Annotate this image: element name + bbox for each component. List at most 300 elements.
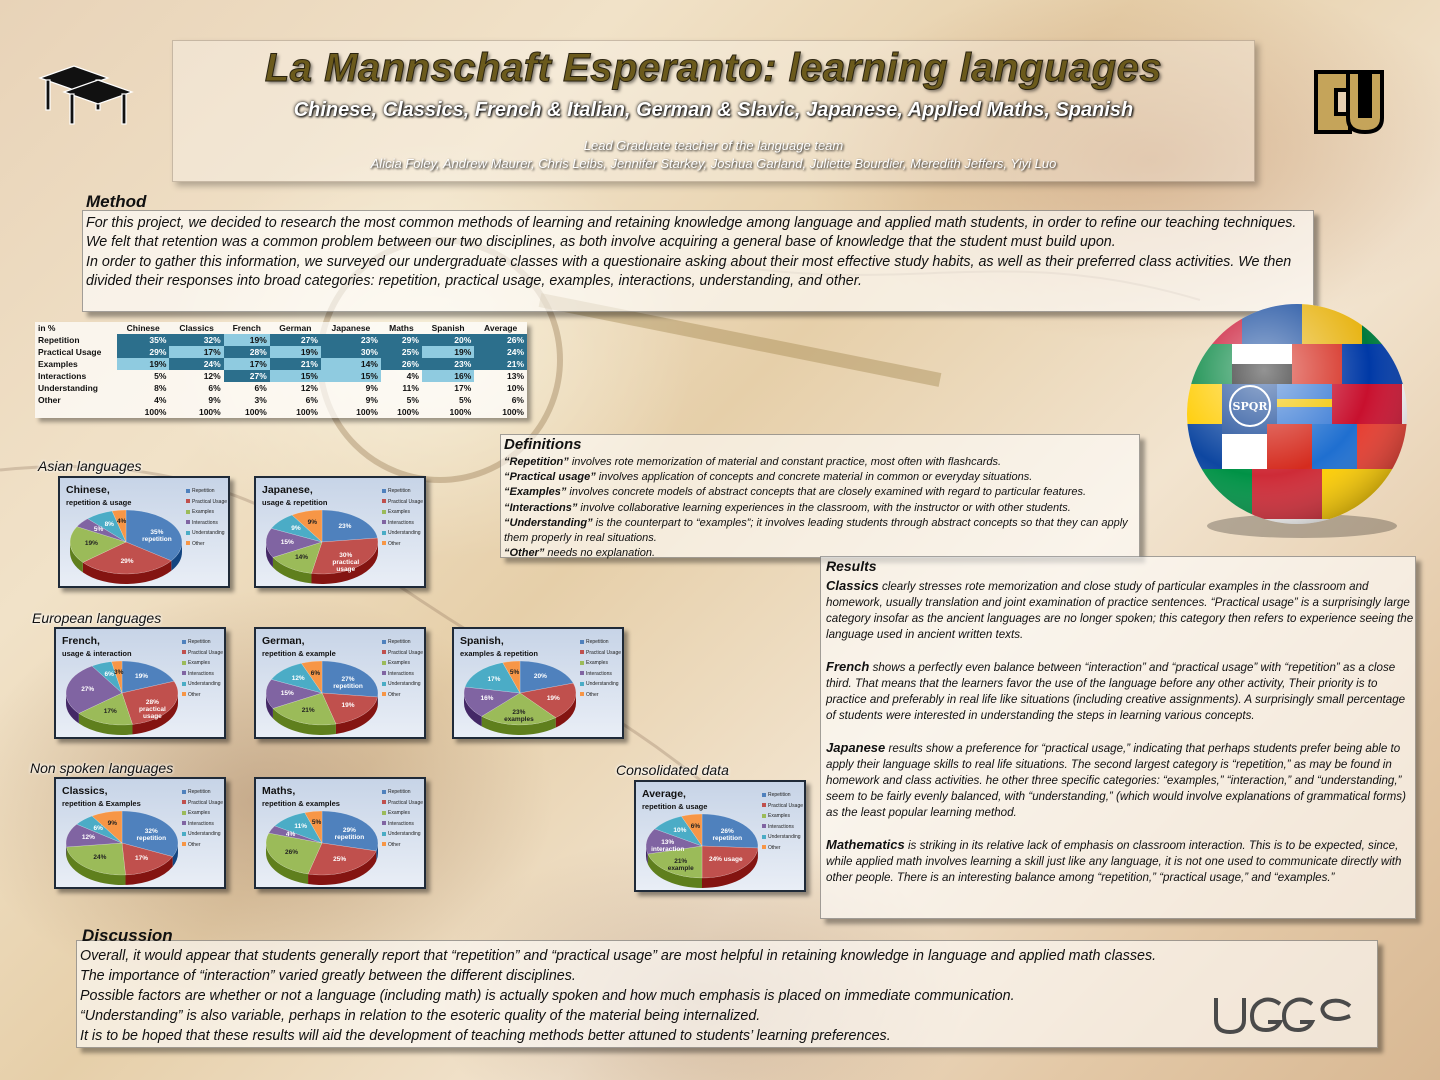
table-row bbox=[35, 346, 527, 358]
legend-entry bbox=[182, 787, 223, 798]
legend-swatch bbox=[580, 661, 584, 665]
legend-label: Examples bbox=[388, 810, 410, 816]
discussion-line: “Understanding” is also variable, perhaps in relation to the esoteric quality of the material being internalized. bbox=[80, 1008, 761, 1024]
pie-slice-label: 32% repetition bbox=[136, 828, 167, 843]
table-row bbox=[35, 406, 527, 418]
legend-swatch bbox=[580, 650, 584, 654]
definition-item bbox=[504, 470, 1140, 485]
pie-slice-label: 25% bbox=[333, 856, 347, 864]
pie-slice-label: 4% bbox=[285, 830, 296, 838]
table-cell: 21% bbox=[270, 358, 321, 370]
table-cell: 29% bbox=[117, 346, 169, 358]
legend-swatch bbox=[762, 803, 766, 807]
definition-term: “Repetition” bbox=[504, 456, 569, 468]
legend-entry bbox=[186, 539, 227, 550]
method-paragraph-1: For this project, we decided to research the most common methods of learning and retaining knowledge among language and applied math students, in order to refine our teaching techniques. bbox=[86, 215, 1297, 231]
definition-text: involves application of concepts and concrete material in common or everyday situations. bbox=[595, 471, 1033, 484]
legend-entry bbox=[182, 658, 223, 669]
table-cell: 13% bbox=[506, 371, 524, 381]
legend-entry bbox=[382, 829, 423, 840]
legend-swatch bbox=[382, 692, 386, 696]
pie-slice-label: 15% bbox=[280, 538, 294, 546]
legend-swatch bbox=[580, 640, 584, 644]
pie-slice-label: 35% repetition bbox=[142, 528, 172, 543]
legend-entry bbox=[182, 840, 223, 851]
pie-slice-label: 10% bbox=[673, 826, 687, 834]
table-row-label: Interactions bbox=[38, 371, 87, 381]
results-lead: Mathematics bbox=[826, 837, 905, 852]
table-cell: 20% bbox=[422, 334, 474, 346]
legend-swatch bbox=[182, 832, 186, 836]
legend-swatch bbox=[762, 835, 766, 839]
legend-swatch bbox=[186, 499, 190, 503]
cu-logo bbox=[1310, 66, 1388, 138]
definition-text: involves rote memorization of material and constant practice, most often with flashcards. bbox=[568, 456, 1002, 468]
definition-item bbox=[504, 501, 1140, 516]
legend-label: Other bbox=[188, 841, 201, 848]
table-cell: 100% bbox=[296, 407, 318, 417]
method-text bbox=[86, 214, 1308, 291]
legend-entry bbox=[580, 690, 621, 701]
pie-subtitle: examples & repetition bbox=[460, 649, 538, 658]
pie-title: German, bbox=[262, 635, 305, 647]
table-cell: 9% bbox=[365, 395, 378, 405]
results-body: is striking in its relative lack of emphasis on classroom interaction. This is to be expected, since, while applied math involves learning a skill just like any language, it is not one used to communicate directly with other people. There is an interesting balance among “repetition,” “practical usage,” and “examples.” bbox=[826, 839, 1402, 884]
table-col-header: Maths bbox=[389, 323, 414, 333]
legend-label: Interactions bbox=[192, 519, 218, 526]
table-cell: 17% bbox=[454, 383, 472, 393]
pie-chart bbox=[54, 627, 226, 739]
table-header-row bbox=[35, 322, 527, 334]
discussion-heading: Discussion bbox=[82, 926, 173, 945]
legend-entry bbox=[382, 669, 423, 680]
discussion-line: The importance of “interaction” varied greatly between the different disciplines. bbox=[80, 968, 576, 984]
pie-subtitle: repetition & examples bbox=[262, 799, 340, 808]
definition-item bbox=[504, 516, 1140, 546]
table-cell: 29% bbox=[381, 334, 422, 346]
legend-label: Understanding bbox=[388, 530, 421, 536]
results-text bbox=[826, 578, 1416, 902]
pie-slice-label: 15% bbox=[280, 689, 294, 697]
table-cell: 19% bbox=[270, 346, 321, 358]
legend-entry bbox=[382, 658, 423, 669]
table-cell: 9% bbox=[365, 383, 378, 393]
legend-entry bbox=[382, 679, 423, 690]
table-cell: 27% bbox=[224, 370, 270, 382]
pie-chart bbox=[254, 476, 426, 588]
legend-label: Other bbox=[388, 691, 401, 698]
legend-entry bbox=[382, 528, 423, 539]
table-row bbox=[35, 394, 527, 406]
table-cell: 24% bbox=[474, 346, 527, 358]
legend-swatch bbox=[182, 640, 186, 644]
legend-entry bbox=[382, 637, 423, 648]
pie-subtitle: usage & interaction bbox=[62, 649, 132, 658]
pie-title: Average, bbox=[642, 788, 686, 800]
legend-swatch bbox=[182, 682, 186, 686]
table-row-label: Repetition bbox=[38, 335, 80, 345]
legend-entry bbox=[762, 843, 803, 854]
pie-title: Classics, bbox=[62, 785, 108, 797]
legend-label: Examples bbox=[388, 660, 410, 666]
pie-slice-label: 29% bbox=[120, 557, 134, 565]
legend-swatch bbox=[382, 520, 386, 524]
table-cell: 4% bbox=[406, 371, 419, 381]
group-label-european: European languages bbox=[32, 610, 162, 626]
table-cell: 100% bbox=[356, 407, 378, 417]
table-cell: 5% bbox=[154, 371, 167, 381]
group-label-consolidated: Consolidated data bbox=[616, 762, 729, 778]
legend-entry bbox=[762, 801, 803, 812]
group-label-nonspoken: Non spoken languages bbox=[30, 760, 174, 776]
legend-swatch bbox=[382, 661, 386, 665]
pie-legend bbox=[382, 486, 423, 549]
table-cell: 19% bbox=[422, 346, 474, 358]
pie-slice-label: 30% practical usage bbox=[332, 552, 360, 574]
table-cell: 14% bbox=[321, 358, 381, 370]
table-row-label: Practical Usage bbox=[38, 347, 102, 357]
legend-label: Other bbox=[192, 540, 205, 547]
pie-chart bbox=[58, 476, 230, 588]
legend-entry bbox=[762, 790, 803, 801]
legend-swatch bbox=[382, 832, 386, 836]
definition-text: involve collaborative learning experiences in the classroom, with the instructor or with other students. bbox=[577, 501, 1071, 514]
survey-table bbox=[35, 322, 527, 418]
definition-text: is the counterpart to “examples”; it involves leading students through abstract concepts so that they can apply them properly in real situations. bbox=[504, 516, 1128, 545]
legend-entry bbox=[762, 822, 803, 833]
table-cell: 26% bbox=[474, 334, 527, 346]
legend-swatch bbox=[382, 640, 386, 644]
pie-legend bbox=[762, 790, 803, 853]
legend-entry bbox=[186, 486, 227, 497]
pie-slice-label: 19% bbox=[134, 672, 148, 680]
table-cell: 100% bbox=[245, 407, 267, 417]
results-paragraph bbox=[826, 659, 1416, 724]
legend-label: Repetition bbox=[768, 792, 791, 798]
pie-slice-label: 6% bbox=[104, 670, 114, 678]
legend-entry bbox=[182, 679, 223, 690]
pie-subtitle: repetition & Examples bbox=[62, 799, 141, 808]
legend-label: Interactions bbox=[586, 670, 612, 677]
legend-entry bbox=[182, 690, 223, 701]
legend-entry bbox=[382, 507, 423, 518]
results-paragraph bbox=[826, 837, 1416, 886]
legend-entry bbox=[186, 518, 227, 529]
pie-title: French, bbox=[62, 635, 100, 647]
legend-swatch bbox=[580, 692, 584, 696]
legend-swatch bbox=[186, 531, 190, 535]
legend-swatch bbox=[382, 671, 386, 675]
table-cell: 6% bbox=[208, 383, 221, 393]
legend-swatch bbox=[382, 531, 386, 535]
definition-item bbox=[504, 455, 1140, 470]
table-cell: 23% bbox=[422, 358, 474, 370]
pie-title: Chinese, bbox=[66, 484, 110, 496]
legend-label: Repetition bbox=[188, 639, 211, 645]
legend-swatch bbox=[580, 682, 584, 686]
table-cell: 27% bbox=[270, 334, 321, 346]
legend-label: Repetition bbox=[388, 639, 411, 645]
legend-swatch bbox=[182, 650, 186, 654]
pie-chart bbox=[634, 780, 806, 892]
pie-legend bbox=[182, 787, 223, 850]
table-cell: 5% bbox=[459, 395, 472, 405]
pie-legend bbox=[382, 787, 423, 850]
pie-slice-label: 6% bbox=[310, 669, 321, 677]
legend-entry bbox=[186, 528, 227, 539]
definition-text: needs no explanation. bbox=[544, 547, 656, 560]
legend-label: Repetition bbox=[388, 789, 411, 795]
method-paragraph-2: We felt that retention was a common problem between our two disciplines, as both involve acquiring a general base of knowledge that the student must build upon. bbox=[86, 234, 1116, 251]
table-cell: 15% bbox=[270, 370, 321, 382]
table-row-label: Examples bbox=[38, 359, 78, 369]
table-col-header: Spanish bbox=[431, 323, 465, 333]
table-cell: 19% bbox=[117, 358, 169, 370]
pie-chart bbox=[452, 627, 624, 739]
legend-swatch bbox=[182, 661, 186, 665]
pie-slice-label: 5% bbox=[93, 525, 104, 533]
table-cell: 12% bbox=[300, 383, 318, 393]
legend-label: Repetition bbox=[192, 488, 215, 494]
results-paragraph bbox=[826, 740, 1416, 821]
legend-entry bbox=[382, 539, 423, 550]
pie-slice-label: 20% bbox=[533, 672, 547, 680]
legend-entry bbox=[182, 808, 223, 819]
pie-legend bbox=[580, 637, 621, 700]
legend-swatch bbox=[186, 489, 190, 493]
group-label-asian: Asian languages bbox=[38, 458, 142, 474]
legend-swatch bbox=[382, 650, 386, 654]
pie-subtitle: repetition & usage bbox=[66, 498, 132, 507]
legend-entry bbox=[382, 808, 423, 819]
table-col-header: Chinese bbox=[126, 323, 160, 333]
pie-slice-label: 11% bbox=[294, 823, 308, 831]
legend-label: Practical Usage bbox=[388, 649, 424, 656]
legend-entry bbox=[182, 829, 223, 840]
pie-slice-label: 16% bbox=[480, 695, 494, 703]
legend-entry bbox=[382, 840, 423, 851]
legend-swatch bbox=[762, 845, 766, 849]
definition-term: “Other” bbox=[504, 547, 545, 560]
legend-entry bbox=[382, 690, 423, 701]
results-lead: Japanese bbox=[826, 740, 886, 755]
pie-slice-label: 23% examples bbox=[504, 708, 534, 723]
pie-slice-label: 6% bbox=[690, 822, 701, 830]
table-row-label: Other bbox=[38, 395, 61, 405]
legend-label: Practical Usage bbox=[192, 498, 228, 505]
table-cell: 6% bbox=[254, 383, 267, 393]
legend-label: Examples bbox=[188, 810, 210, 816]
pie-slice-label: 14% bbox=[295, 554, 309, 562]
pie-legend bbox=[382, 637, 423, 700]
table-cell: 17% bbox=[169, 346, 223, 358]
table-cell: 35% bbox=[117, 334, 169, 346]
table-cell: 4% bbox=[154, 395, 167, 405]
pie-slice-label: 19% bbox=[341, 702, 355, 710]
pie-slice-label: 9% bbox=[107, 819, 118, 827]
authors-line: Alicia Foley, Andrew Maurer, Chris Leibs, Jennifer Starkey, Joshua Garland, Juliette Bourdier, Meredith Jeffers, Yiyi Luo bbox=[370, 156, 1057, 171]
definition-text: involves concrete models of abstract concepts that are closely examined with regard to particular features. bbox=[566, 486, 1087, 499]
table-row-label: Understanding bbox=[38, 383, 98, 393]
legend-label: Understanding bbox=[586, 681, 619, 687]
pie-chart bbox=[254, 627, 426, 739]
table-cell: 3% bbox=[254, 395, 267, 405]
pie-legend bbox=[186, 486, 227, 549]
pie-slice-label: 29% repetition bbox=[334, 826, 365, 841]
table-row bbox=[35, 382, 527, 394]
legend-swatch bbox=[182, 821, 186, 825]
legend-swatch bbox=[382, 489, 386, 493]
legend-swatch bbox=[186, 541, 190, 545]
results-paragraph bbox=[826, 578, 1416, 643]
pie-slice-label: 8% bbox=[104, 520, 114, 528]
legend-entry bbox=[182, 798, 223, 809]
pie-slice-label: 17% bbox=[487, 675, 501, 683]
legend-label: Interactions bbox=[388, 820, 414, 827]
legend-label: Repetition bbox=[586, 639, 609, 645]
legend-swatch bbox=[182, 790, 186, 794]
legend-entry bbox=[182, 637, 223, 648]
pie-slice-label: 19% bbox=[84, 539, 98, 547]
legend-label: Other bbox=[586, 691, 599, 698]
legend-label: Other bbox=[388, 841, 401, 848]
table-cell: 10% bbox=[506, 383, 524, 393]
discussion-line: Possible factors are whether or not a language (including math) is actually spoken and how much emphasis is placed on immediate communication. bbox=[80, 988, 1015, 1004]
pie-subtitle: repetition & usage bbox=[642, 802, 708, 811]
table-col-header: Classics bbox=[179, 323, 214, 333]
table-cell: 19% bbox=[224, 334, 270, 346]
pie-chart bbox=[54, 777, 226, 889]
table-corner: in % bbox=[38, 323, 56, 333]
definitions-list bbox=[504, 455, 1140, 561]
pie-slice-label: 26% repetition bbox=[712, 828, 743, 843]
legend-label: Other bbox=[768, 844, 781, 851]
legend-entry bbox=[382, 798, 423, 809]
pie-slice-label: 3% bbox=[114, 669, 124, 677]
legend-label: Practical Usage bbox=[188, 649, 224, 656]
legend-swatch bbox=[382, 541, 386, 545]
pie-slice-label: 5% bbox=[509, 669, 520, 677]
definition-term: “Understanding” bbox=[504, 516, 593, 529]
legend-label: Interactions bbox=[388, 519, 414, 526]
table-cell: 8% bbox=[154, 383, 167, 393]
method-paragraph-3: In order to gather this information, we surveyed our undergraduate classes with a questionaire asking about their most effective study habits, as well as their preferred class activities. We then divided their responses into broad categories: repetition, practical usage, examples, interactions, understanding, and other. bbox=[86, 253, 1292, 289]
legend-swatch bbox=[182, 800, 186, 804]
table-cell: 30% bbox=[321, 346, 381, 358]
graduation-caps-icon bbox=[34, 62, 140, 128]
definition-term: “Examples” bbox=[504, 486, 567, 499]
legend-entry bbox=[580, 637, 621, 648]
table-col-header: Average bbox=[484, 323, 518, 333]
table-cell: 23% bbox=[321, 334, 381, 346]
legend-entry bbox=[580, 648, 621, 659]
table-col-header: French bbox=[232, 323, 261, 333]
legend-entry bbox=[382, 787, 423, 798]
table-cell: 21% bbox=[474, 358, 527, 370]
results-body: clearly stresses rote memorization and close study of particular examples in the classroom and homework, usually translation and joint examination of practice sentences. “Practical usage” is a surprisingly large category insofar as the ancient languages are no longer spoken; this category then refers to experience seeing the language used in ancient written texts. bbox=[826, 580, 1414, 641]
legend-entry bbox=[182, 648, 223, 659]
table-col-header: German bbox=[279, 323, 312, 333]
table-cell: 28% bbox=[224, 346, 270, 358]
table-cell: 15% bbox=[321, 370, 381, 382]
legend-entry bbox=[182, 669, 223, 680]
pie-title: Spanish, bbox=[460, 635, 504, 647]
table-cell: 9% bbox=[208, 395, 221, 405]
legend-label: Repetition bbox=[388, 488, 411, 494]
results-lead: French bbox=[826, 659, 870, 674]
pie-slice-label: 12% bbox=[81, 834, 95, 842]
legend-label: Repetition bbox=[188, 789, 211, 795]
table-row bbox=[35, 358, 527, 370]
pie-subtitle: repetition & example bbox=[262, 649, 336, 658]
legend-label: Other bbox=[388, 540, 401, 547]
legend-entry bbox=[382, 518, 423, 529]
pie-legend bbox=[182, 637, 223, 700]
table-cell: 6% bbox=[511, 395, 524, 405]
legend-entry bbox=[186, 497, 227, 508]
pie-slice-label: 5% bbox=[311, 819, 322, 827]
definition-term: “Interactions” bbox=[504, 501, 578, 514]
legend-swatch bbox=[182, 811, 186, 815]
table-cell: 100% bbox=[397, 407, 419, 417]
spqr-seal-text: SPQR bbox=[1232, 400, 1268, 413]
legend-label: Understanding bbox=[768, 834, 801, 840]
legend-swatch bbox=[186, 520, 190, 524]
lead-line: Lead Graduate teacher of the language team bbox=[583, 138, 844, 153]
table-body bbox=[35, 334, 527, 418]
table-cell: 32% bbox=[169, 334, 223, 346]
pie-slice-label: 6% bbox=[93, 824, 103, 832]
results-body: results show a preference for “practical usage,” indicating that perhaps students prefer being able to apply their language skills to real life situations. The second largest category is “repetition,” as may be found in homework and class activities. he other three specific categories: “examples,” “interaction,” and “understanding,” seem to be fairly evenly balanced, with “understanding,” (which would involve explanations of grammatical forms) as the least popular learning method. bbox=[826, 742, 1406, 819]
legend-label: Interactions bbox=[388, 670, 414, 677]
flag-globe bbox=[1172, 294, 1422, 544]
legend-label: Understanding bbox=[188, 681, 221, 687]
discussion-text bbox=[80, 946, 1376, 1046]
legend-entry bbox=[186, 507, 227, 518]
table-cell: 5% bbox=[406, 395, 419, 405]
results-body: shows a perfectly even balance between “interaction” and “practical usage” with “repetition” as a close third. That means that the learners favor the use of the language before any other activity, Their priority is to practice and preferably in real life like situations (including creative assignments). A surprisingly small percentage of students were interested in understanding the steps in learning various concepts. bbox=[826, 661, 1406, 722]
results-heading: Results bbox=[826, 558, 877, 574]
legend-entry bbox=[382, 486, 423, 497]
legend-label: Other bbox=[188, 691, 201, 698]
legend-label: Understanding bbox=[188, 831, 221, 837]
table-cell: 100% bbox=[502, 407, 524, 417]
legend-label: Examples bbox=[768, 813, 790, 819]
legend-label: Interactions bbox=[768, 823, 794, 830]
pie-slice-label: 21% bbox=[301, 707, 315, 715]
table-cell: 6% bbox=[305, 395, 318, 405]
poster-title: La Mannschaft Esperanto: learning languages bbox=[264, 46, 1163, 90]
legend-swatch bbox=[182, 842, 186, 846]
legend-entry bbox=[580, 669, 621, 680]
pie-slice-label: 24% bbox=[93, 854, 107, 862]
legend-swatch bbox=[382, 842, 386, 846]
pie-slice-label: 27% repetition bbox=[333, 675, 363, 690]
legend-label: Practical Usage bbox=[388, 498, 424, 505]
table-row-label bbox=[35, 406, 117, 418]
pie-chart bbox=[254, 777, 426, 889]
pie-slice-label: 13% interaction bbox=[651, 838, 685, 853]
legend-label: Interactions bbox=[188, 820, 214, 827]
legend-swatch bbox=[186, 510, 190, 514]
definitions-heading: Definitions bbox=[504, 436, 582, 453]
legend-label: Examples bbox=[388, 509, 410, 515]
pie-slice-label: 17% bbox=[134, 855, 148, 863]
legend-entry bbox=[580, 679, 621, 690]
table-cell: 17% bbox=[224, 358, 270, 370]
legend-entry bbox=[580, 658, 621, 669]
table-row bbox=[35, 370, 527, 382]
